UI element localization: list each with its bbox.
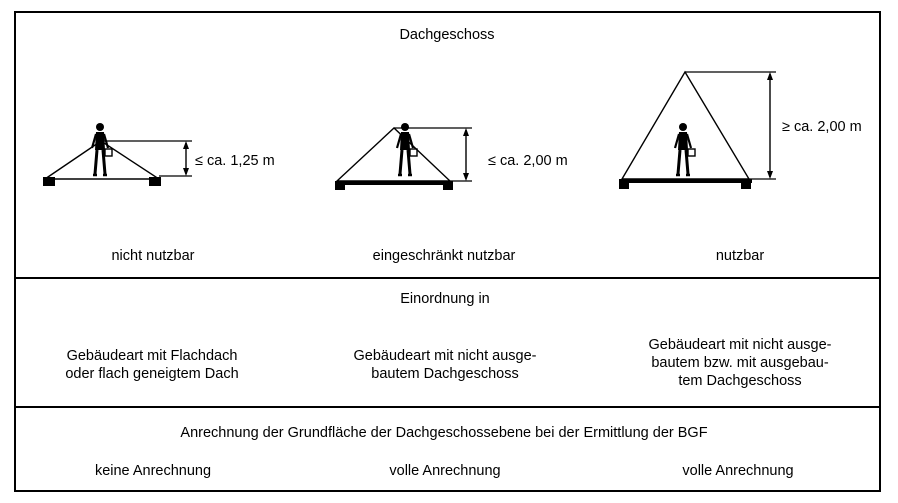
- classification-flat-line-2: oder flach geneigtem Dach: [65, 366, 239, 382]
- classification-medium: [354, 347, 537, 383]
- credit-label-medium: volle Anrechnung: [389, 463, 501, 479]
- classification-medium-line-2: bautem Dachgeschoss: [371, 366, 519, 382]
- roof-case-medium: [335, 123, 472, 190]
- dimension-label-flat: ≤ ca. 1,25 m: [195, 153, 275, 169]
- classification-medium-line-1: Gebäudeart mit nicht ausge-: [353, 348, 537, 364]
- roof-case-flat: [43, 123, 192, 186]
- usability-label-medium: eingeschränkt nutzbar: [372, 248, 516, 264]
- roof-case-steep: [619, 72, 776, 189]
- usability-label-flat: nicht nutzbar: [111, 248, 195, 264]
- classification-steep: [649, 336, 832, 390]
- section3-title: Anrechnung der Grundfläche der Dachgeschossebene bei der Ermittlung der BGF: [180, 425, 708, 441]
- section1-title: Dachgeschoss: [399, 27, 495, 43]
- classification-steep-line-2: bautem bzw. mit ausgebau-: [651, 355, 829, 371]
- credit-label-flat: keine Anrechnung: [94, 463, 212, 479]
- classification-flat-line-1: Gebäudeart mit Flachdach: [66, 348, 238, 364]
- usability-label-steep: nutzbar: [715, 248, 765, 264]
- classification-flat: [65, 347, 238, 383]
- credit-label-steep: volle Anrechnung: [682, 463, 794, 479]
- dimension-label-medium: ≤ ca. 2,00 m: [488, 153, 568, 169]
- dimension-label-steep: ≥ ca. 2,00 m: [782, 119, 862, 135]
- classification-steep-line-1: Gebäudeart mit nicht ausge-: [648, 337, 832, 353]
- classification-steep-line-3: tem Dachgeschoss: [678, 373, 802, 389]
- section2-title: Einordnung in: [400, 291, 490, 307]
